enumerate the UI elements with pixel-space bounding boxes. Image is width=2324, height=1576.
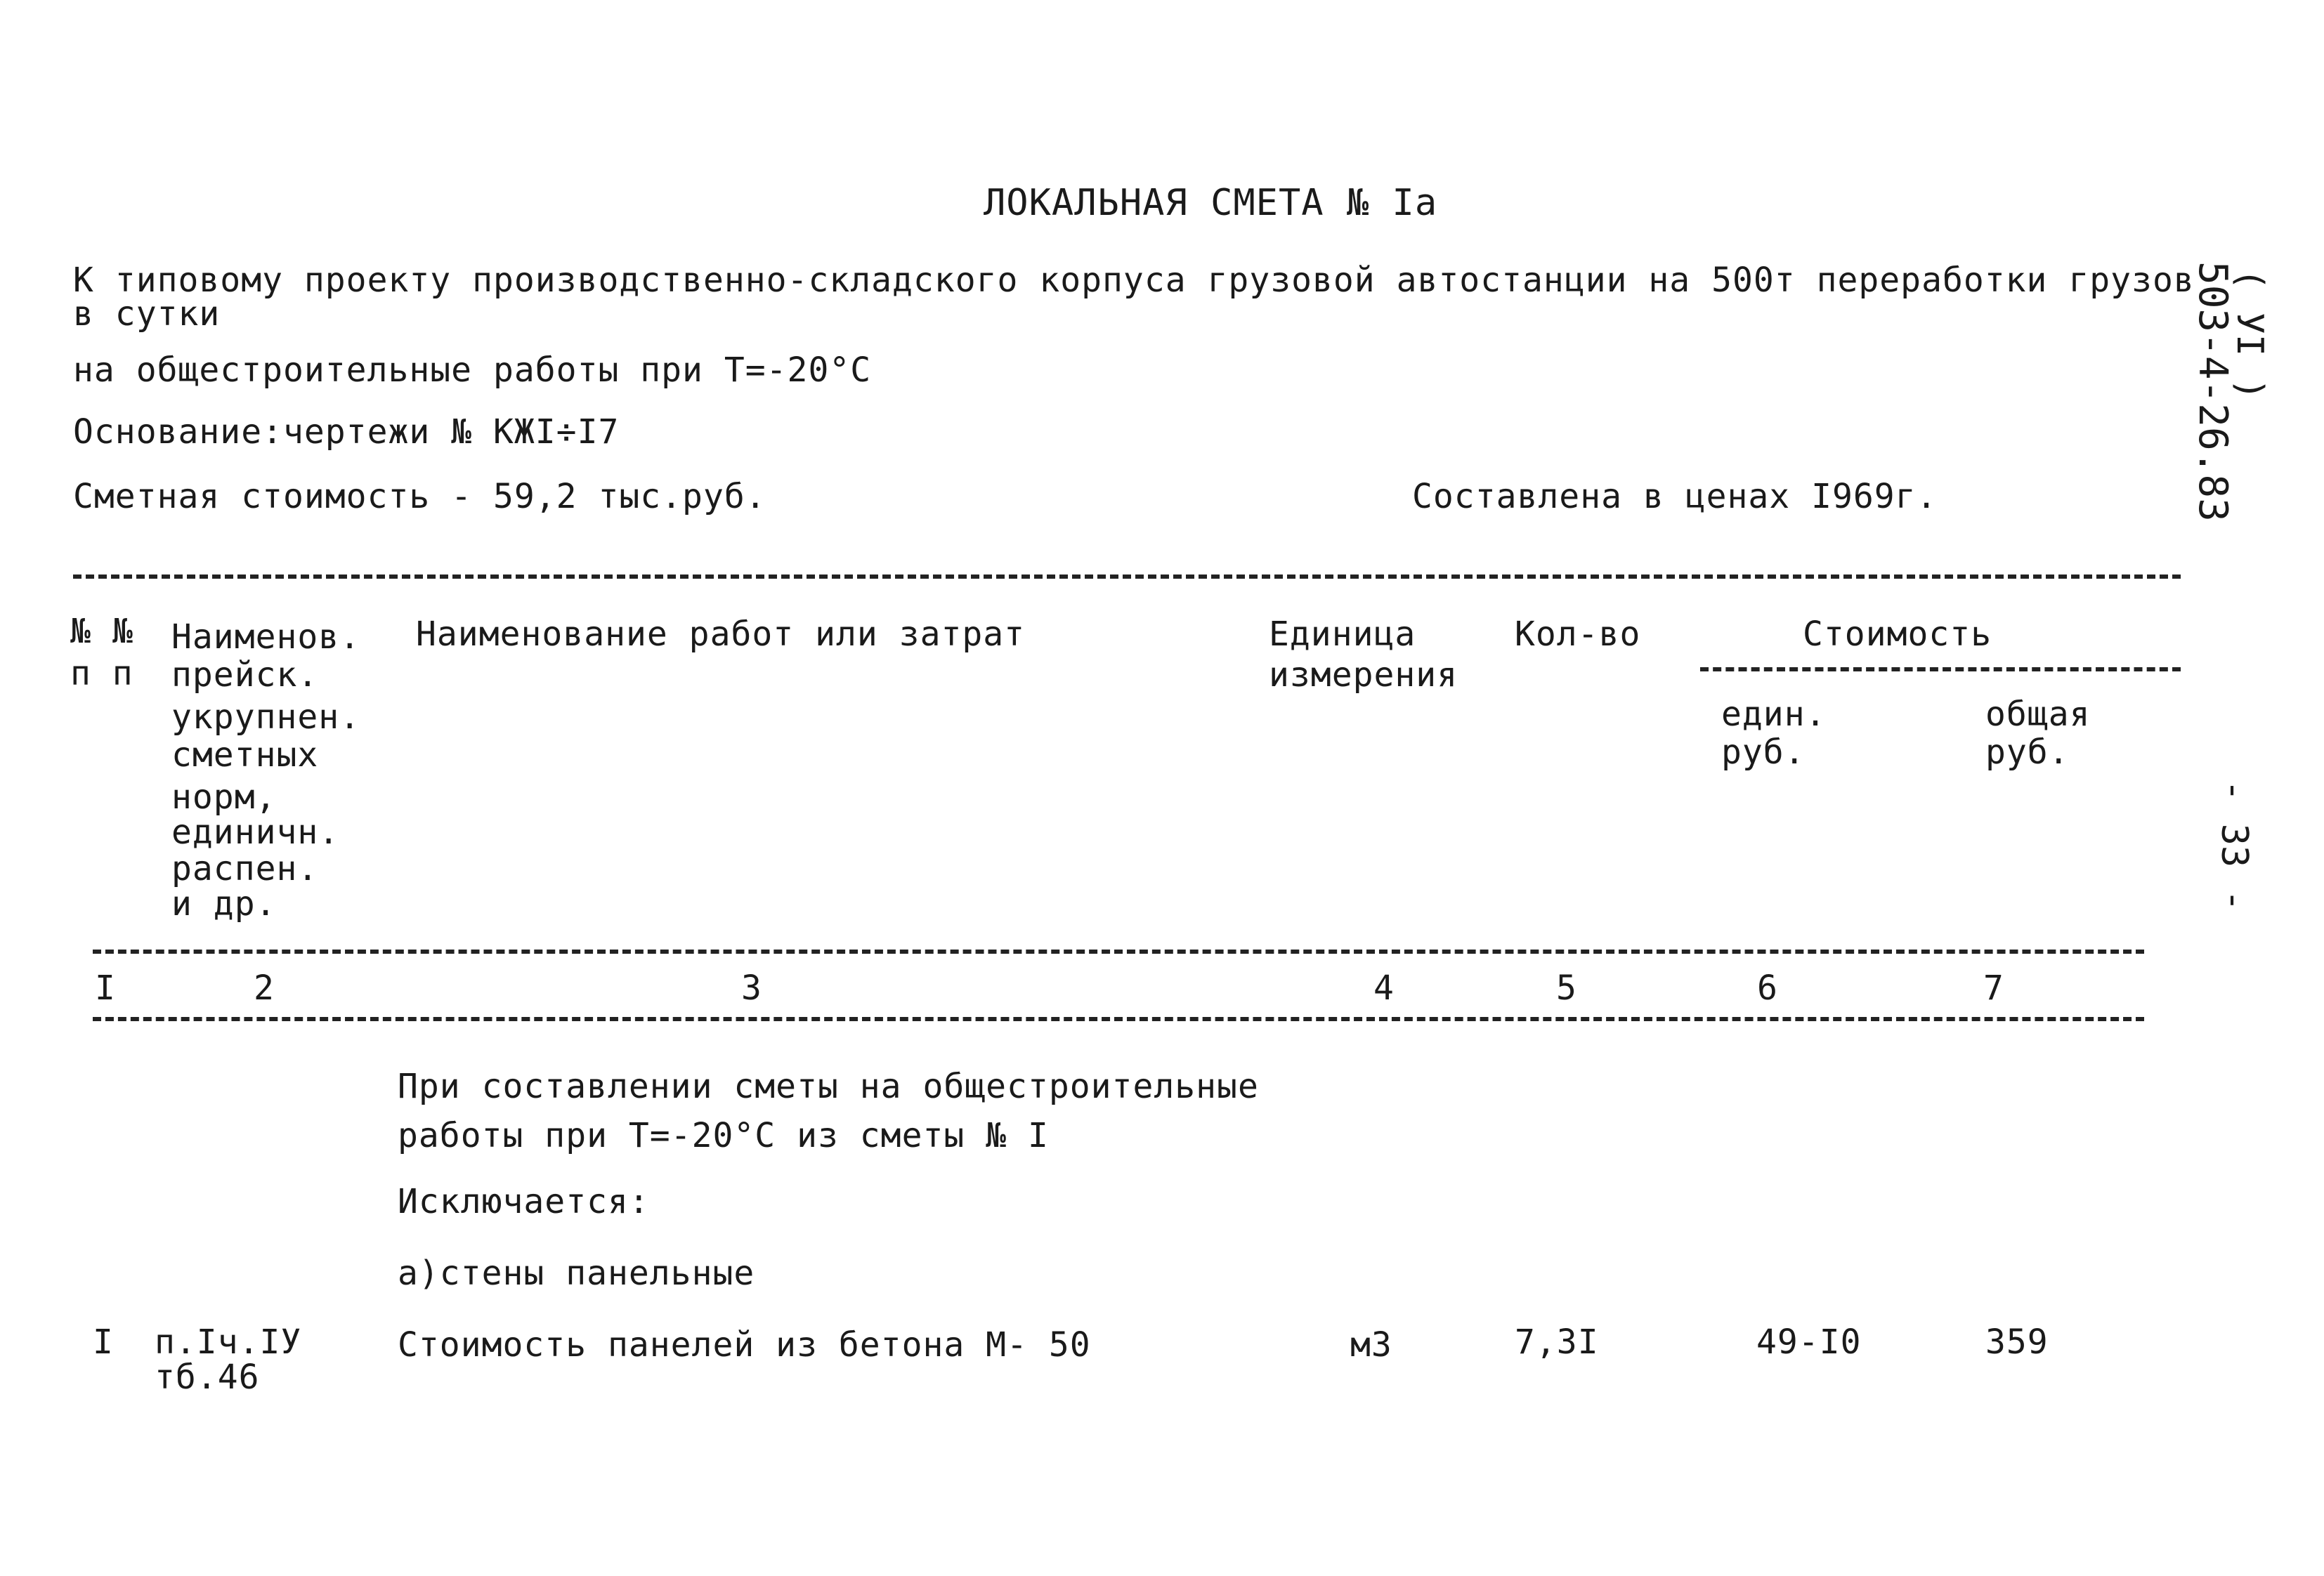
document-title: ЛОКАЛЬНАЯ СМЕТА № Iа [984, 182, 1438, 224]
header-cost-rule [1700, 667, 2181, 671]
row-code-line: тб.46 [155, 1358, 260, 1397]
column-numbers-top-rule [93, 950, 2144, 954]
basis-drawings: Основание:чертежи № КЖI÷I7 [73, 412, 620, 452]
column-numbers-bottom-rule [93, 1017, 2144, 1021]
column-number: I [95, 968, 116, 1008]
row-work-name: Стоимость панелей из бетона М- 50 [398, 1325, 1091, 1365]
price-level: Составлена в ценах I969г. [1412, 477, 1938, 516]
row-unit-cost: 49-I0 [1756, 1322, 1862, 1362]
doc-code-top: ( УI ) [2228, 268, 2271, 400]
column-number: 6 [1757, 968, 1778, 1008]
header-code-line: и др. [171, 884, 277, 924]
row-total-cost: 359 [1985, 1322, 2049, 1362]
column-number: 5 [1556, 968, 1577, 1008]
header-unit-cost-line: един. [1721, 695, 1827, 734]
header-code-line: укрупнен. [171, 697, 361, 737]
header-code-line: Наименов. [171, 617, 361, 657]
project-description-cont: в сутки [73, 294, 221, 334]
header-unit-line: измерения [1269, 655, 1458, 695]
section-label: а)стены панельные [398, 1254, 755, 1293]
row-quantity: 7,3I [1515, 1322, 1599, 1362]
header-code-line: единичн. [171, 813, 340, 852]
header-unit-cost-line: руб. [1721, 733, 1806, 772]
header-num1: № [70, 612, 91, 651]
table-top-rule [73, 574, 2181, 579]
row-code-line: п.Iч.IУ [155, 1322, 302, 1362]
intro-text: При составлении сметы на общестроительные [398, 1067, 1259, 1106]
header-total-cost-line: общая [1985, 695, 2091, 734]
column-number: 7 [1983, 968, 2004, 1008]
estimated-cost: Сметная стоимость - 59,2 тыс.руб. [73, 477, 766, 516]
row-unit: м3 [1350, 1325, 1392, 1365]
intro-text: работы при Т=-20°С из сметы № I [398, 1116, 1049, 1155]
header-pp: п п [70, 654, 133, 693]
header-work-name: Наименование работ или затрат [416, 615, 1026, 654]
project-description: К типовому проекту производственно-складского корпуса грузовой автостанции на 500т переработки грузов [73, 261, 2195, 300]
excluded-label: Исключается: [398, 1182, 650, 1221]
header-code-line: сметных [171, 735, 319, 775]
header-code-line: прейск. [171, 655, 319, 695]
doc-code: 503-4-26.83 [2190, 261, 2235, 522]
header-quantity: Кол-во [1515, 615, 1641, 654]
header-cost: Стоимость [1803, 615, 1992, 654]
header-unit-line: Единица [1269, 615, 1416, 654]
column-number: 3 [741, 968, 762, 1008]
works-type: на общестроительные работы при Т=-20°С [73, 350, 872, 390]
header-code-line: норм, [171, 777, 277, 817]
header-total-cost-line: руб. [1985, 733, 2070, 772]
row-number: I [93, 1322, 114, 1362]
header-num2: № [112, 612, 133, 651]
header-code-line: распен. [171, 849, 319, 888]
column-number: 4 [1373, 968, 1395, 1008]
table-row [0, 1323, 2324, 1407]
column-number: 2 [254, 968, 275, 1008]
page-number: - 33 - [2213, 780, 2255, 912]
